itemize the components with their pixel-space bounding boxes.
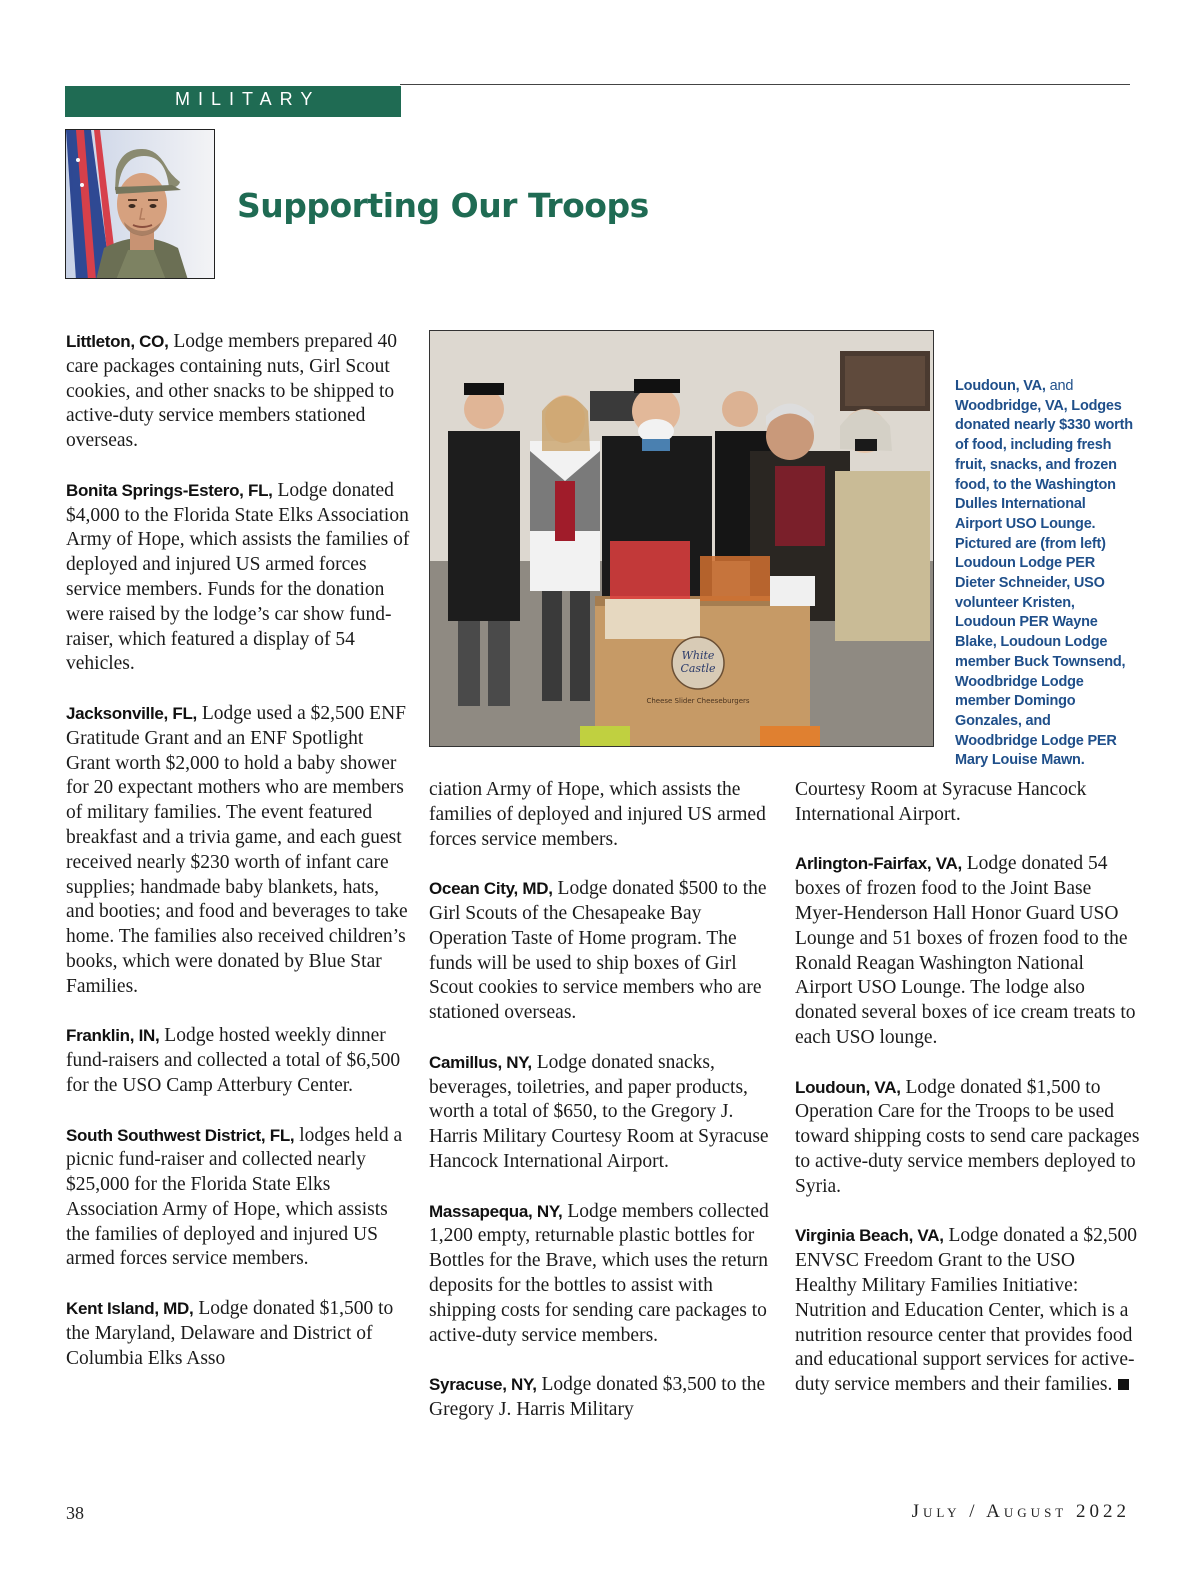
item-loudoun bbox=[795, 1076, 1140, 1200]
group-photo-image bbox=[430, 331, 934, 747]
item-location: Littleton, CO, bbox=[66, 332, 169, 351]
caption-and: and bbox=[1045, 378, 1074, 394]
item-littleton bbox=[66, 330, 411, 454]
item-jacksonville bbox=[66, 702, 411, 1000]
caption-location-2: Woodbridge, VA, bbox=[955, 397, 1068, 414]
page-title: Supporting Our Troops bbox=[237, 186, 649, 225]
item-location: Loudoun, VA, bbox=[795, 1077, 901, 1097]
section-label: MILITARY bbox=[175, 89, 321, 109]
item-location: Franklin, IN, bbox=[66, 1026, 160, 1046]
photo-caption bbox=[955, 377, 1135, 771]
item-syracuse-cont bbox=[795, 778, 1140, 828]
item-text: Lodge donated $1,500 to Operation Care for the Troops to be used toward shipping costs to send care packages to active-duty service members deployed to Syria. bbox=[795, 1076, 1140, 1197]
item-text: Courtesy Room at Syracuse Hancock International Airport. bbox=[795, 779, 1087, 825]
item-location: South Southwest District, FL, bbox=[66, 1125, 295, 1145]
caption-text: Lodges donated nearly $330 worth of food, including fresh fruit, snacks, and frozen food, to the Washington Dulles International Airport USO Lounge. Pictured are (from left) Loudoun Lodge PER Dieter Schneider, USO volunteer Kristen, Loudoun PER Wayne Blake, Loudoun Lodge member Buck Townsend, Woodbridge Lodge member Domingo Gonzales, and Woodbridge Lodge PER Mary Louise Mawn. bbox=[955, 397, 1133, 769]
item-location: Camillus, NY, bbox=[429, 1052, 532, 1072]
item-location: Ocean City, MD, bbox=[429, 879, 553, 899]
item-text: Lodge donated $1,500 to the Maryland, Delaware and District of Columbia Elks Asso bbox=[66, 1298, 394, 1369]
item-location: Jacksonville, FL, bbox=[66, 703, 197, 723]
item-text: Lodge donated $500 to the Girl Scouts of the Chesapeake Bay Operation Taste of Home program. The funds will be used to ship boxes of Girl Scout cookies to service members who are stationed overseas. bbox=[429, 878, 767, 1024]
box-brand-line1: White bbox=[681, 649, 715, 662]
item-camillus bbox=[429, 1051, 774, 1175]
box-brand-line2: Castle bbox=[680, 662, 716, 675]
soldier-portrait-image bbox=[66, 130, 215, 279]
item-arlington-fairfax bbox=[795, 852, 1140, 1050]
header-rule bbox=[400, 84, 1130, 85]
item-south-southwest bbox=[66, 1124, 411, 1273]
item-massapequa bbox=[429, 1200, 774, 1349]
item-text: Lodge hosted weekly dinner fund-raisers and collected a total of $6,500 for the USO Camp Atterbury Center. bbox=[66, 1025, 401, 1096]
item-location: Arlington-Fairfax, VA, bbox=[795, 854, 962, 874]
box-product: Cheese Slider Cheeseburgers bbox=[646, 697, 750, 705]
item-text: Lodge donated $4,000 to the Florida State Elks Association Army of Hope, which assists the families of deployed and injured US armed forces service members. Funds for the donation were raised by the lodge’s car show fund-raiser, which featured a display of 54 vehicles. bbox=[66, 479, 410, 675]
item-text: ciation Army of Hope, which assists the families of deployed and injured US armed forces service members. bbox=[429, 779, 766, 850]
group-photo bbox=[429, 330, 934, 747]
soldier-portrait bbox=[65, 129, 215, 279]
article-column-2 bbox=[429, 778, 774, 1423]
item-location: Virginia Beach, VA, bbox=[795, 1226, 944, 1246]
item-syracuse bbox=[429, 1373, 774, 1423]
item-location: Syracuse, NY, bbox=[429, 1375, 537, 1395]
item-location: Bonita Springs-Estero, FL, bbox=[66, 480, 273, 500]
end-mark-icon bbox=[1118, 1379, 1129, 1390]
article-column-1 bbox=[66, 330, 411, 1371]
page-number: 38 bbox=[66, 1503, 84, 1523]
item-location: Kent Island, MD, bbox=[66, 1299, 194, 1319]
item-location: Massapequa, NY, bbox=[429, 1201, 563, 1221]
item-kent-island bbox=[66, 1297, 411, 1371]
item-virginia-beach bbox=[795, 1224, 1140, 1398]
issue-date: July / August 2022 bbox=[911, 1501, 1130, 1522]
item-text: Lodge members collected 1,200 empty, returnable plastic bottles for Bottles for the Brave, which uses the return deposits for the bottles to assist with shipping costs for sending care packages to active-duty service members. bbox=[429, 1200, 769, 1346]
item-text: Lodge donated a $2,500 ENVSC Freedom Grant to the USO Healthy Military Families Initiative: Nutrition and Education Center, which is a nutrition resource center that provides food and educational support services for active-duty service members and their families. bbox=[795, 1225, 1137, 1396]
item-ocean-city bbox=[429, 877, 774, 1026]
item-text: Lodge donated 54 boxes of frozen food to the Joint Base Myer-Henderson Hall Honor Guard USO Lounge and 51 boxes of frozen food to the Ronald Reagan Washington National Airport USO Lounge. The lodge also donated several boxes of ice cream treats to each USO lounge. bbox=[795, 853, 1136, 1048]
caption-location-1: Loudoun, VA, bbox=[955, 378, 1046, 394]
item-franklin bbox=[66, 1024, 411, 1098]
item-kent-island-cont bbox=[429, 778, 774, 852]
article-column-3 bbox=[795, 778, 1140, 1398]
item-text: Lodge members prepared 40 care packages containing nuts, Girl Scout cookies, and other snacks to be shipped to active-duty service members stationed overseas. bbox=[66, 331, 398, 452]
item-text: lodges held a picnic fund-raiser and collected nearly $25,000 for the Florida State Elks Association Army of Hope, which assists the families of deployed and injured US armed forces service members. bbox=[66, 1124, 403, 1270]
item-text: Lodge donated snacks, beverages, toiletries, and paper products, worth a total of $650, to the Gregory J. Harris Military Courtesy Room at Syracuse Hancock International Airport. bbox=[429, 1051, 769, 1172]
item-text: Lodge used a $2,500 ENF Gratitude Grant and an ENF Spotlight Grant worth $2,000 to hold a baby shower for 20 expectant mothers who are members of military families. The event featured breakfast and a trivia game, and each guest received nearly $230 worth of infant care supplies; handmade baby blankets, hats, and booties; and food and beverages to take home. The families also received children’s books, which were donated by Blue Star Families. bbox=[66, 702, 408, 997]
item-bonita-springs bbox=[66, 479, 411, 677]
item-text: Lodge donated $3,500 to the Gregory J. Harris Military bbox=[429, 1374, 766, 1420]
